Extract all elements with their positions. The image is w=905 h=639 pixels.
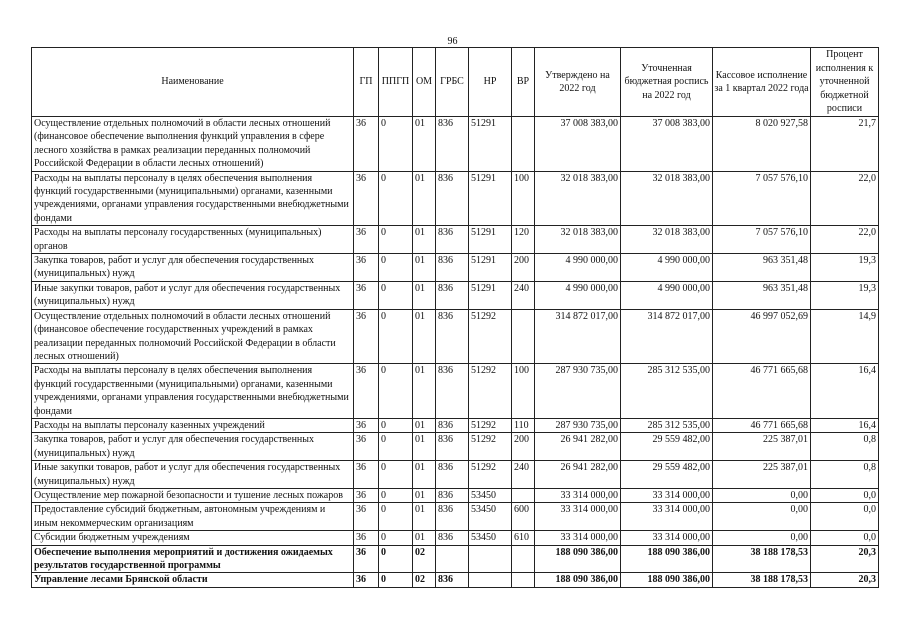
table-row [32, 433, 879, 461]
cell-cash: 46 997 052,69 [713, 309, 811, 364]
cell-revised: 32 018 383,00 [621, 171, 713, 226]
cell-gp: 36 [354, 418, 379, 432]
cell-percent: 20,3 [811, 573, 879, 587]
cell-np: 51292 [469, 461, 512, 489]
cell-vr: 200 [512, 433, 535, 461]
cell-np [469, 545, 512, 573]
cell-percent: 16,4 [811, 364, 879, 419]
cell-vr [512, 488, 535, 502]
cell-np: 51292 [469, 309, 512, 364]
cell-cash: 46 771 665,68 [713, 418, 811, 432]
cell-ppgp: 0 [379, 171, 413, 226]
cell-ppgp: 0 [379, 531, 413, 545]
cell-vr: 100 [512, 364, 535, 419]
cell-vr [512, 573, 535, 587]
cell-approved: 287 930 735,00 [535, 418, 621, 432]
cell-revised: 29 559 482,00 [621, 461, 713, 489]
cell-cash: 46 771 665,68 [713, 364, 811, 419]
cell-percent: 19,3 [811, 281, 879, 309]
col-header-grbs: ГРБС [436, 48, 469, 117]
cell-vr: 240 [512, 281, 535, 309]
cell-om: 02 [413, 545, 436, 573]
cell-ppgp: 0 [379, 364, 413, 419]
cell-om: 01 [413, 531, 436, 545]
cell-ppgp: 0 [379, 433, 413, 461]
cell-approved: 33 314 000,00 [535, 503, 621, 531]
cell-percent: 22,0 [811, 171, 879, 226]
cell-revised: 188 090 386,00 [621, 573, 713, 587]
col-header-name: Наименование [32, 48, 354, 117]
cell-revised: 4 990 000,00 [621, 281, 713, 309]
cell-percent: 22,0 [811, 226, 879, 254]
cell-grbs: 836 [436, 171, 469, 226]
cell-approved: 188 090 386,00 [535, 545, 621, 573]
budget-execution-table [31, 47, 879, 588]
cell-vr [512, 545, 535, 573]
cell-grbs: 836 [436, 461, 469, 489]
table-row [32, 171, 879, 226]
cell-name: Осуществление отдельных полномочий в области лесных отношений (финансовое обеспечение государственных учреждений в рамках реализации переданных полномочий Российской Федерации в области лесных отношений) [32, 309, 354, 364]
cell-np: 51291 [469, 281, 512, 309]
cell-vr: 120 [512, 226, 535, 254]
cell-gp: 36 [354, 309, 379, 364]
cell-om: 01 [413, 171, 436, 226]
cell-revised: 188 090 386,00 [621, 545, 713, 573]
cell-approved: 32 018 383,00 [535, 171, 621, 226]
cell-cash: 963 351,48 [713, 281, 811, 309]
cell-ppgp: 0 [379, 461, 413, 489]
cell-name: Субсидии бюджетным учреждениям [32, 531, 354, 545]
cell-approved: 37 008 383,00 [535, 117, 621, 172]
cell-gp: 36 [354, 226, 379, 254]
cell-vr: 600 [512, 503, 535, 531]
col-header-revised: Уточненная бюджетная роспись на 2022 год [621, 48, 713, 117]
cell-percent: 0,8 [811, 461, 879, 489]
cell-percent: 21,7 [811, 117, 879, 172]
cell-cash: 38 188 178,53 [713, 545, 811, 573]
page-number: 96 [447, 36, 458, 47]
cell-ppgp: 0 [379, 488, 413, 502]
cell-gp: 36 [354, 117, 379, 172]
cell-np: 51292 [469, 418, 512, 432]
cell-approved: 287 930 735,00 [535, 364, 621, 419]
cell-percent: 0,8 [811, 433, 879, 461]
col-header-om: ОМ [413, 48, 436, 117]
cell-gp: 36 [354, 531, 379, 545]
cell-revised: 285 312 535,00 [621, 418, 713, 432]
cell-np: 51291 [469, 171, 512, 226]
cell-revised: 37 008 383,00 [621, 117, 713, 172]
table-row [32, 573, 879, 587]
cell-ppgp: 0 [379, 254, 413, 282]
cell-gp: 36 [354, 545, 379, 573]
table-row [32, 545, 879, 573]
cell-grbs: 836 [436, 309, 469, 364]
cell-cash: 0,00 [713, 531, 811, 545]
cell-grbs: 836 [436, 254, 469, 282]
col-header-approved: Утверждено на 2022 год [535, 48, 621, 117]
cell-name: Закупка товаров, работ и услуг для обеспечения государственных (муниципальных) нужд [32, 433, 354, 461]
cell-gp: 36 [354, 503, 379, 531]
cell-name: Осуществление мер пожарной безопасности и тушение лесных пожаров [32, 488, 354, 502]
cell-om: 01 [413, 433, 436, 461]
col-header-vr: ВР [512, 48, 535, 117]
cell-approved: 26 941 282,00 [535, 461, 621, 489]
table-row [32, 254, 879, 282]
col-header-np: НР [469, 48, 512, 117]
cell-approved: 33 314 000,00 [535, 488, 621, 502]
cell-np: 51291 [469, 226, 512, 254]
table-row [32, 503, 879, 531]
cell-om: 01 [413, 488, 436, 502]
cell-np: 51291 [469, 117, 512, 172]
cell-grbs: 836 [436, 418, 469, 432]
cell-name: Расходы на выплаты персоналу в целях обеспечения выполнения функций государственными (муниципальными) органами, казенными учреждениями, органами управления государственными внебюджетными фондами [32, 364, 354, 419]
cell-approved: 314 872 017,00 [535, 309, 621, 364]
cell-revised: 33 314 000,00 [621, 531, 713, 545]
cell-approved: 26 941 282,00 [535, 433, 621, 461]
cell-ppgp: 0 [379, 418, 413, 432]
cell-gp: 36 [354, 488, 379, 502]
cell-gp: 36 [354, 281, 379, 309]
cell-cash: 7 057 576,10 [713, 226, 811, 254]
cell-cash: 0,00 [713, 503, 811, 531]
cell-grbs: 836 [436, 503, 469, 531]
cell-grbs: 836 [436, 531, 469, 545]
cell-om: 01 [413, 117, 436, 172]
cell-name: Расходы на выплаты персоналу государственных (муниципальных) органов [32, 226, 354, 254]
cell-percent: 0,0 [811, 503, 879, 531]
cell-om: 01 [413, 309, 436, 364]
cell-om: 01 [413, 254, 436, 282]
cell-cash: 225 387,01 [713, 461, 811, 489]
cell-vr: 100 [512, 171, 535, 226]
cell-ppgp: 0 [379, 309, 413, 364]
cell-ppgp: 0 [379, 281, 413, 309]
cell-om: 01 [413, 226, 436, 254]
cell-vr: 110 [512, 418, 535, 432]
cell-om: 01 [413, 281, 436, 309]
cell-percent: 19,3 [811, 254, 879, 282]
cell-cash: 963 351,48 [713, 254, 811, 282]
cell-name: Иные закупки товаров, работ и услуг для обеспечения государственных (муниципальных) нужд [32, 281, 354, 309]
cell-om: 01 [413, 503, 436, 531]
cell-name: Закупка товаров, работ и услуг для обеспечения государственных (муниципальных) нужд [32, 254, 354, 282]
cell-name: Управление лесами Брянской области [32, 573, 354, 587]
col-header-percent: Процент исполнения к уточненной бюджетной росписи [811, 48, 879, 117]
cell-np: 51292 [469, 364, 512, 419]
table-row [32, 461, 879, 489]
cell-np: 53450 [469, 531, 512, 545]
cell-ppgp: 0 [379, 117, 413, 172]
cell-cash: 0,00 [713, 488, 811, 502]
cell-gp: 36 [354, 573, 379, 587]
cell-om: 02 [413, 573, 436, 587]
cell-cash: 225 387,01 [713, 433, 811, 461]
cell-gp: 36 [354, 171, 379, 226]
cell-gp: 36 [354, 254, 379, 282]
cell-revised: 29 559 482,00 [621, 433, 713, 461]
cell-vr: 240 [512, 461, 535, 489]
cell-revised: 33 314 000,00 [621, 503, 713, 531]
cell-vr [512, 117, 535, 172]
cell-grbs [436, 545, 469, 573]
table-row [32, 531, 879, 545]
cell-om: 01 [413, 418, 436, 432]
table-row [32, 364, 879, 419]
cell-name: Осуществление отдельных полномочий в области лесных отношений (финансовое обеспечение выполнения функций управления в сфере лесного хозяйства в рамках реализации переданных полномочий Российской Федерации в области лесных отношений) [32, 117, 354, 172]
cell-percent: 14,9 [811, 309, 879, 364]
cell-grbs: 836 [436, 433, 469, 461]
cell-revised: 32 018 383,00 [621, 226, 713, 254]
cell-percent: 20,3 [811, 545, 879, 573]
cell-grbs: 836 [436, 488, 469, 502]
cell-vr: 610 [512, 531, 535, 545]
cell-percent: 16,4 [811, 418, 879, 432]
cell-percent: 0,0 [811, 488, 879, 502]
cell-np: 53450 [469, 488, 512, 502]
cell-grbs: 836 [436, 226, 469, 254]
cell-gp: 36 [354, 364, 379, 419]
col-header-gp: ГП [354, 48, 379, 117]
col-header-cash: Кассовое исполнение за 1 квартал 2022 года [713, 48, 811, 117]
table-row [32, 488, 879, 502]
cell-approved: 32 018 383,00 [535, 226, 621, 254]
cell-vr: 200 [512, 254, 535, 282]
table-row [32, 418, 879, 432]
cell-approved: 188 090 386,00 [535, 573, 621, 587]
cell-gp: 36 [354, 433, 379, 461]
cell-grbs: 836 [436, 573, 469, 587]
cell-revised: 285 312 535,00 [621, 364, 713, 419]
cell-gp: 36 [354, 461, 379, 489]
cell-cash: 7 057 576,10 [713, 171, 811, 226]
cell-ppgp: 0 [379, 226, 413, 254]
cell-revised: 314 872 017,00 [621, 309, 713, 364]
col-header-ppgp: ППГП [379, 48, 413, 117]
table-header-row [32, 48, 879, 117]
cell-om: 01 [413, 461, 436, 489]
cell-grbs: 836 [436, 117, 469, 172]
cell-name: Расходы на выплаты персоналу казенных учреждений [32, 418, 354, 432]
table-row [32, 281, 879, 309]
cell-ppgp: 0 [379, 573, 413, 587]
cell-approved: 4 990 000,00 [535, 254, 621, 282]
table-row [32, 309, 879, 364]
cell-np [469, 573, 512, 587]
cell-ppgp: 0 [379, 545, 413, 573]
cell-cash: 38 188 178,53 [713, 573, 811, 587]
cell-name: Обеспечение выполнения мероприятий и достижения ожидаемых результатов государственной программы [32, 545, 354, 573]
cell-revised: 33 314 000,00 [621, 488, 713, 502]
cell-name: Предоставление субсидий бюджетным, автономным учреждениям и иным некоммерческим организациям [32, 503, 354, 531]
cell-vr [512, 309, 535, 364]
cell-np: 53450 [469, 503, 512, 531]
cell-grbs: 836 [436, 281, 469, 309]
cell-om: 01 [413, 364, 436, 419]
cell-approved: 4 990 000,00 [535, 281, 621, 309]
table-body [32, 117, 879, 588]
cell-name: Иные закупки товаров, работ и услуг для обеспечения государственных (муниципальных) нужд [32, 461, 354, 489]
cell-name: Расходы на выплаты персоналу в целях обеспечения выполнения функций государственными (муниципальными) органами, казенными учреждениями, органами управления государственными внебюджетными фондами [32, 171, 354, 226]
cell-grbs: 836 [436, 364, 469, 419]
cell-np: 51292 [469, 433, 512, 461]
cell-ppgp: 0 [379, 503, 413, 531]
table-row [32, 117, 879, 172]
table-row [32, 226, 879, 254]
cell-approved: 33 314 000,00 [535, 531, 621, 545]
cell-cash: 8 020 927,58 [713, 117, 811, 172]
cell-revised: 4 990 000,00 [621, 254, 713, 282]
cell-np: 51291 [469, 254, 512, 282]
cell-percent: 0,0 [811, 531, 879, 545]
